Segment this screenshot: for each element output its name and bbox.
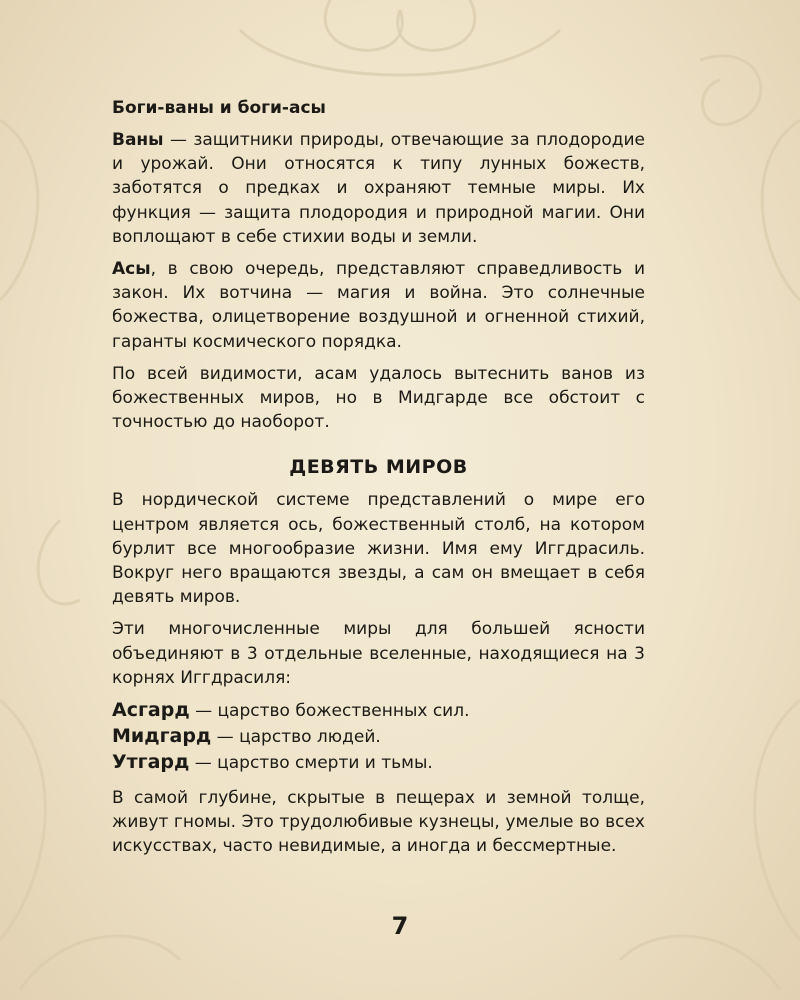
page-number: 7 — [391, 912, 409, 940]
paragraph-yggdrasil: В нордической системе представлений о мире его центром является ось, божественный столб, на котором бурлит все многообразие жизни. Имя ему Иггдрасиль. Вокруг него вращаются звезды, а сам он вмещает в себя девять миров. — [112, 490, 645, 608]
world-name: Утгард — [112, 751, 190, 774]
list-item — [112, 724, 645, 750]
world-desc: — царство людей. — [211, 727, 381, 748]
world-name: Мидгард — [112, 725, 212, 748]
subheading: Боги-ваны и боги-асы — [112, 98, 326, 118]
paragraph-ases-text: , в свою очередь, представляют справедливость и закон. Их вотчина — магия и война. Это солнечные божества, олицетворение воздушной и огненной стихий, гаранты космического порядка. — [112, 259, 645, 352]
paragraph-three-universes: Эти многочисленные миры для большей ясности объединяют в 3 отдельные вселенные, находящиеся на 3 корнях Иггдрасиля: — [112, 619, 645, 688]
page-content — [112, 96, 645, 867]
world-name: Асгард — [112, 699, 190, 722]
paragraph-gnomes: В самой глубине, скрытые в пещерах и земной толще, живут гномы. Это трудолюбивые кузнецы, умелые во всех искусствах, часто невидимые, а иногда и бессмертные. — [112, 788, 645, 857]
paragraph-ases — [112, 257, 645, 354]
world-desc: — царство божественных сил. — [189, 701, 470, 722]
section-title: ДЕВЯТЬ МИРОВ — [289, 456, 468, 479]
paragraph-vans — [112, 128, 645, 249]
list-item — [112, 750, 645, 776]
term-vans: Ваны — [112, 130, 164, 150]
worlds-list — [112, 698, 645, 776]
world-desc: — царство смерти и тьмы. — [189, 753, 433, 774]
term-ases: Асы — [112, 259, 151, 280]
paragraph-vans-text: — защитники природы, отвечающие за плодородие и урожай. Они относятся к типу лунных божеств, заботятся о предках и охраняют темные миры. Их функция — защита плодородия и природной магии. Они воплощают в себе стихии воды и земли. — [112, 130, 645, 247]
list-item — [112, 698, 645, 724]
paragraph-midgard: По всей видимости, асам удалось вытеснить ванов из божественных миров, но в Мидгарде все обстоит с точностью до наоборот. — [112, 363, 645, 433]
